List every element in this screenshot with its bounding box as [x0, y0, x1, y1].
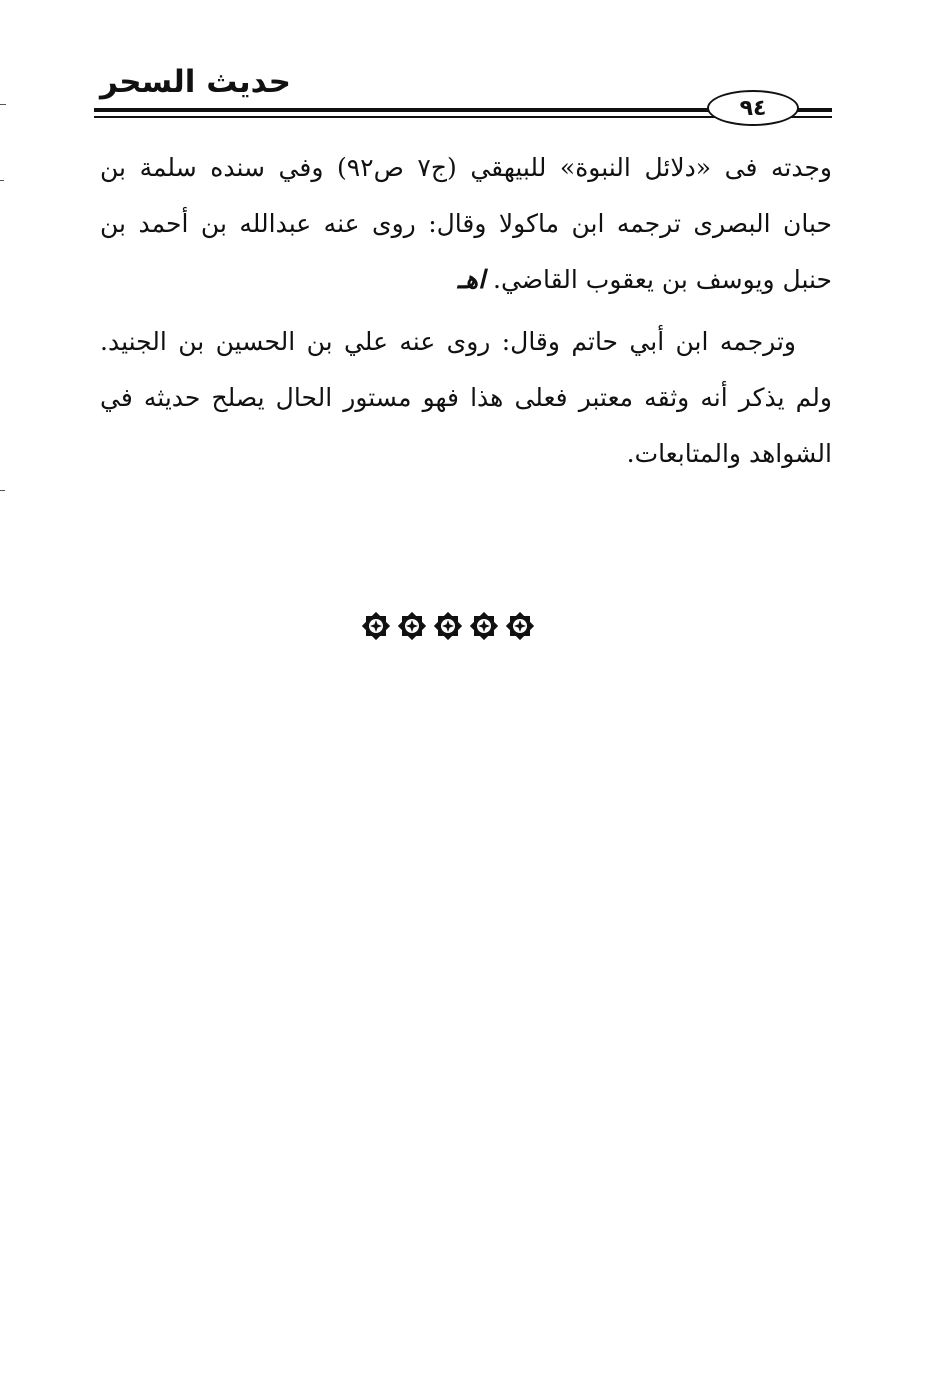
scan-mark [0, 490, 5, 491]
eight-point-star-icon [432, 610, 464, 642]
scan-mark [0, 104, 6, 105]
page-number: ٩٤ [707, 90, 799, 126]
eight-point-star-icon [360, 610, 392, 642]
eight-point-star-icon [396, 610, 428, 642]
abbreviation-end: اهـ [457, 265, 486, 294]
paragraph [100, 140, 832, 308]
scan-mark [0, 180, 4, 181]
paragraph-text: وترجمه ابن أبي حاتم وقال: روى عنه علي بن الحسين بن الجنيد. ولم يذكر أنه وثقه معتبر فعلى هذا فهو مستور الحال يصلح حديثه في الشواهد والمتابعات. [100, 327, 832, 468]
body-text [100, 140, 832, 482]
running-title: حديث السحر [100, 64, 291, 100]
paragraph-text: وجدته فى «دلائل النبوة» للبيهقي (ج٧ ص٩٢) وفي سنده سلمة بن حبان البصرى ترجمه ابن ماكولا وقال: روى عنه عبدالله بن أحمد بن حنبل ويوسف بن يعقوب القاضي. [100, 153, 833, 294]
eight-point-star-icon [504, 610, 536, 642]
section-ornament [360, 606, 536, 646]
paragraph [100, 314, 832, 482]
eight-point-star-icon [468, 610, 500, 642]
